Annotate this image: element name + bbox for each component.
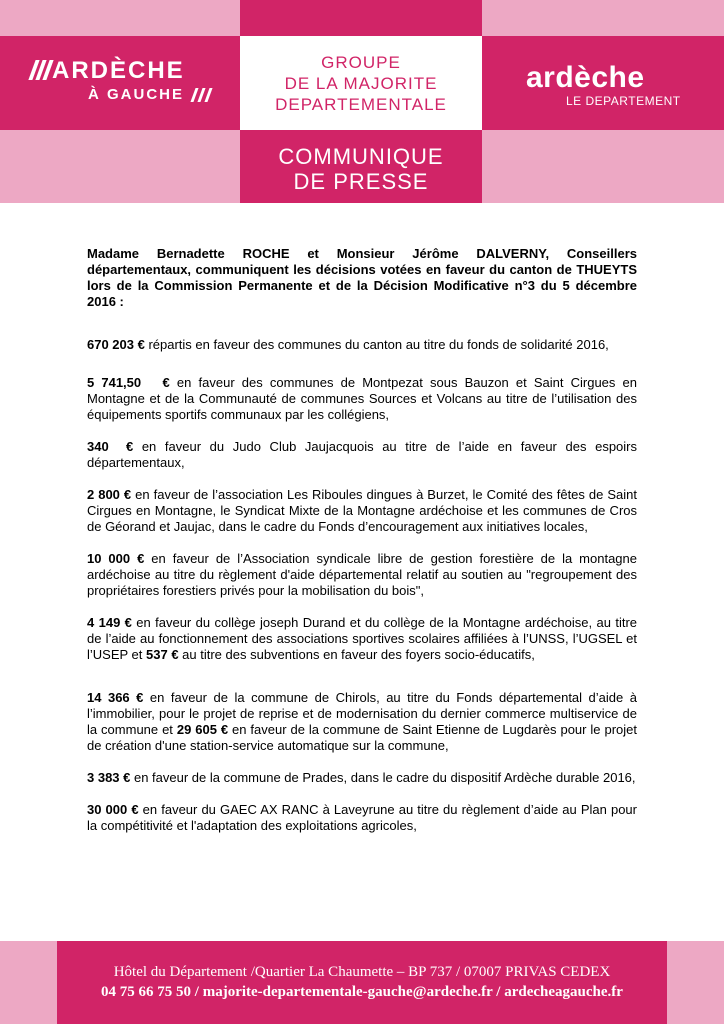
press-title-line: DE PRESSE [293, 169, 429, 194]
ardeche-a-gauche-logo [30, 56, 210, 112]
logo-subtitle: LE DEPARTEMENT [566, 94, 681, 108]
amount: 670 203 € [87, 337, 145, 352]
amount: 340 € [87, 439, 134, 454]
footer-address: Hôtel du Département /Quartier La Chaumette – BP 737 / 07007 PRIVAS CEDEX [113, 964, 611, 980]
group-title-line: DEPARTEMENTALE [275, 95, 447, 114]
item-text: au titre des subventions en faveur des foyers socio-éducatifs, [178, 647, 535, 662]
header-band [0, 0, 240, 36]
amount: 3 383 € [87, 770, 131, 785]
amount: 2 800 € [87, 487, 132, 502]
header-band [240, 0, 482, 36]
amount: 14 366 € [87, 690, 144, 705]
logo-tail-stripes-icon [190, 88, 212, 102]
ardeche-departement-logo [526, 62, 696, 112]
item-text: répartis en faveur des communes du canton au titre du fonds de solidarité 2016, [144, 337, 609, 352]
header-band [482, 130, 724, 203]
item-text: en faveur du Judo Club Jaujacquois au titre de l’aide en faveur des espoirs départementaux, [87, 439, 637, 470]
footer-band [0, 941, 57, 1024]
item-text: en faveur de la commune de Saint Etienne de Lugdarès pour le projet de création d'une station-service automatique sur la commune, [87, 722, 637, 753]
logo-name: ardèche [526, 61, 645, 94]
group-title-line: DE LA MAJORITE [284, 74, 438, 93]
decision-item [87, 615, 637, 663]
amount: 10 000 € [87, 551, 145, 566]
amount: 30 000 € [87, 802, 139, 817]
item-text: en faveur de la commune de Prades, dans le cadre du dispositif Ardèche durable 2016, [130, 770, 636, 785]
decision-item [87, 375, 637, 423]
page-footer [0, 941, 724, 1024]
amount: 4 149 € [87, 615, 132, 630]
amount: 5 741,50 € [87, 375, 170, 390]
footer-contact: 04 75 66 75 50 / majorite-departementale-gauche@ardeche.fr / ardecheagauche.fr [101, 984, 623, 1000]
decision-item [87, 802, 637, 834]
press-title-line: COMMUNIQUE [278, 144, 444, 169]
amount: 537 € [146, 647, 179, 662]
decision-item [87, 337, 637, 353]
amount: 29 605 € [176, 722, 229, 737]
press-release-title [240, 144, 482, 194]
press-release-body [87, 246, 637, 834]
header-band [482, 0, 724, 36]
group-title-line: GROUPE [321, 53, 401, 72]
logo-name: ARDÈCHE [52, 57, 185, 84]
page-header [0, 0, 724, 203]
header-band [0, 130, 240, 203]
decision-item [87, 551, 637, 599]
decision-item [87, 690, 637, 754]
item-text: en faveur des communes de Montpezat sous Bauzon et Saint Cirgues en Montagne et de la Communauté de communes Sources et Volcans au titre de l’utilisation des équipements sportifs communaux par les collégiens, [87, 375, 637, 422]
group-title [240, 52, 482, 115]
footer-band [667, 941, 724, 1024]
intro-paragraph: Madame Bernadette ROCHE et Monsieur Jérôme DALVERNY, Conseillers départementaux, communiquent les décisions votées en faveur du canton de THUEYTS lors de la Commission Permanente et de la Décision Modificative n°3 du 5 décembre 2016 : [87, 246, 637, 309]
item-text: en faveur de la commune de Chirols, au titre du Fonds départemental d’aide à l’immobilier, pour le projet de reprise et de modernisation du dernier commerce multiservice de la commune et [87, 690, 637, 737]
decision-item [87, 770, 637, 786]
item-text: en faveur de l’association Les Riboules dingues à Burzet, le Comité des fêtes de Saint Cirgues en Montagne, le Syndicat Mixte de la Montagne ardéchoise et les communes de Cros de Géorand et Jaujac, dans le cadre du Fonds d’encouragement aux initiatives locales, [87, 487, 638, 534]
item-text: en faveur de l’Association syndicale libre de gestion forestière de la montagne ardéchoise au titre du règlement d'aide départemental relatif au soutien au "regroupement des propriétaires forestiers privés pour la mobilisation du bois", [87, 551, 637, 598]
logo-subtitle: À GAUCHE [88, 86, 185, 103]
decision-item [87, 439, 637, 471]
decision-item [87, 487, 637, 535]
item-text: en faveur du collège joseph Durand et du collège de la Montagne ardéchoise, au titre de l’aide au fonctionnement des associations sportives scolaires affiliées à l’UNSS, l’UGSEL et l’USEP et [87, 615, 637, 662]
item-text: en faveur du GAEC AX RANC à Laveyrune au titre du règlement d’aide au Plan pour la compétitivité et l'adaptation des exploitations agricoles, [87, 802, 637, 833]
